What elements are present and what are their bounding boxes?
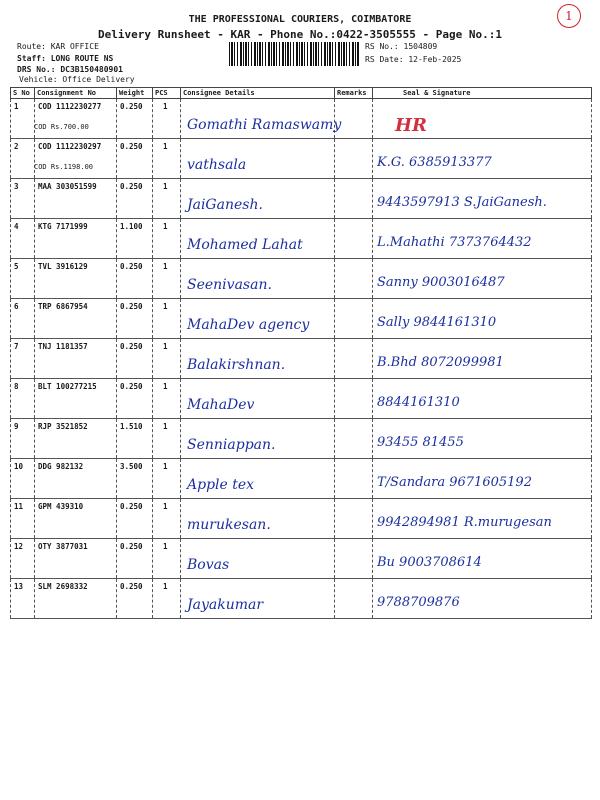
remarks [335, 499, 373, 539]
remarks [335, 419, 373, 459]
pcs: 1 [153, 339, 181, 379]
pcs: 1 [153, 219, 181, 259]
signature: Sanny 9003016487 [377, 275, 505, 290]
pcs: 1 [153, 419, 181, 459]
col-header: Remarks [335, 88, 373, 99]
col-header: Consignee Details [181, 88, 335, 99]
consignee-name: MahaDev [187, 397, 255, 413]
vehicle-label: Vehicle: Office Delivery [19, 75, 135, 84]
pcs: 1 [153, 139, 181, 179]
consignee-name: MahaDev agency [187, 317, 310, 333]
consignee-name: Seenivasan. [187, 277, 272, 293]
pcs: 1 [153, 179, 181, 219]
table-row [11, 539, 592, 579]
serial-number: 2 [11, 139, 35, 179]
remarks [335, 299, 373, 339]
runsheet-table [10, 87, 592, 619]
table-row [11, 259, 592, 299]
table-row [11, 419, 592, 459]
pcs: 1 [153, 259, 181, 299]
consignment-number: OTY 3877031 [38, 542, 88, 551]
rs-number: RS No.: 1504809 [365, 42, 438, 51]
consignee-name: Senniappan. [187, 437, 276, 453]
consignment-number: COD 1112230297 [38, 142, 102, 151]
remarks [335, 179, 373, 219]
staff-label: Staff: LONG ROUTE NS [17, 54, 114, 63]
col-header: Seal & Signature [373, 88, 592, 99]
col-header: Weight [117, 88, 153, 99]
serial-number: 1 [11, 99, 35, 139]
barcode [229, 42, 359, 66]
pcs: 1 [153, 579, 181, 619]
weight: 0.250 [117, 259, 153, 299]
page-number-mark: 1 [557, 4, 581, 28]
consignee-name: Mohamed Lahat [187, 237, 303, 253]
consignee-name: Apple tex [187, 477, 255, 493]
consignee-name: Bovas [187, 557, 230, 573]
cod-amount: COD Rs.700.00 [34, 123, 89, 131]
remarks [335, 259, 373, 299]
weight: 0.250 [117, 339, 153, 379]
consignment-number: TVL 3916129 [38, 262, 88, 271]
table-row [11, 299, 592, 339]
serial-number: 4 [11, 219, 35, 259]
pcs: 1 [153, 459, 181, 499]
weight: 1.510 [117, 419, 153, 459]
signature: 8844161310 [377, 395, 460, 410]
consignee-name: Gomathi Ramaswamy [187, 117, 342, 133]
weight: 0.250 [117, 139, 153, 179]
signature: Bu 9003708614 [377, 555, 482, 570]
runsheet-subtitle: Delivery Runsheet - KAR - Phone No.:0422-3505555 - Page No.:1 [98, 28, 502, 41]
drs-label: DRS No.: DC3B150480901 [17, 65, 123, 74]
signature: L.Mahathi 7373764432 [377, 235, 532, 250]
serial-number: 3 [11, 179, 35, 219]
rs-date: RS Date: 12-Feb-2025 [365, 55, 462, 64]
table-header-row [11, 88, 592, 99]
signature: 9942894981 R.murugesan [377, 515, 552, 530]
weight: 1.100 [117, 219, 153, 259]
remarks [335, 139, 373, 179]
pcs: 1 [153, 299, 181, 339]
table-row [11, 179, 592, 219]
consignment-number: BLT 100277215 [38, 382, 97, 391]
consignment-number: RJP 3521852 [38, 422, 88, 431]
serial-number: 5 [11, 259, 35, 299]
table-row [11, 99, 592, 139]
signature: K.G. 6385913377 [377, 155, 492, 170]
consignment-number: KTG 7171999 [38, 222, 88, 231]
company-title: THE PROFESSIONAL COURIERS, COIMBATORE [188, 14, 412, 25]
signature: T/Sandara 9671605192 [377, 475, 532, 490]
cod-amount: COD Rs.1198.00 [34, 163, 94, 171]
consignment-number: SLM 2698332 [38, 582, 88, 591]
table-row [11, 139, 592, 179]
signature: HR [395, 115, 427, 136]
table-row [11, 459, 592, 499]
remarks [335, 459, 373, 499]
table-row [11, 339, 592, 379]
serial-number: 13 [11, 579, 35, 619]
consignment-number: MAA 303051599 [38, 182, 97, 191]
consignee-name: vathsala [187, 157, 247, 173]
weight: 0.250 [117, 99, 153, 139]
weight: 0.250 [117, 179, 153, 219]
table-row [11, 499, 592, 539]
serial-number: 8 [11, 379, 35, 419]
signature: 9443597913 S.JaiGanesh. [377, 195, 547, 210]
signature: Sally 9844161310 [377, 315, 497, 330]
weight: 0.250 [117, 379, 153, 419]
pcs: 1 [153, 539, 181, 579]
col-header: Consignment No [35, 88, 117, 99]
table-row [11, 219, 592, 259]
serial-number: 7 [11, 339, 35, 379]
serial-number: 12 [11, 539, 35, 579]
consignee-name: Jayakumar [187, 597, 264, 613]
consignment-number: GPM 439310 [38, 502, 84, 511]
remarks [335, 579, 373, 619]
weight: 0.250 [117, 579, 153, 619]
pcs: 1 [153, 99, 181, 139]
col-header: S No [11, 88, 35, 99]
weight: 3.500 [117, 459, 153, 499]
consignee-name: murukesan. [187, 517, 271, 533]
pcs: 1 [153, 499, 181, 539]
consignment-number: TNJ 1181357 [38, 342, 88, 351]
route-label: Route: KAR OFFICE [17, 42, 99, 51]
col-header: PCS [153, 88, 181, 99]
pcs: 1 [153, 379, 181, 419]
serial-number: 9 [11, 419, 35, 459]
serial-number: 11 [11, 499, 35, 539]
serial-number: 6 [11, 299, 35, 339]
consignment-number: DDG 982132 [38, 462, 84, 471]
weight: 0.250 [117, 299, 153, 339]
weight: 0.250 [117, 539, 153, 579]
weight: 0.250 [117, 499, 153, 539]
table-row [11, 579, 592, 619]
consignment-number: COD 1112230277 [38, 102, 102, 111]
serial-number: 10 [11, 459, 35, 499]
signature: 93455 81455 [377, 435, 464, 450]
consignee-name: Balakirshnan. [187, 357, 286, 373]
remarks [335, 339, 373, 379]
remarks [335, 219, 373, 259]
remarks [335, 539, 373, 579]
consignee-name: JaiGanesh. [187, 197, 263, 213]
table-row [11, 379, 592, 419]
signature: B.Bhd 8072099981 [377, 355, 504, 370]
remarks [335, 379, 373, 419]
consignment-number: TRP 6867954 [38, 302, 88, 311]
signature: 9788709876 [377, 595, 460, 610]
